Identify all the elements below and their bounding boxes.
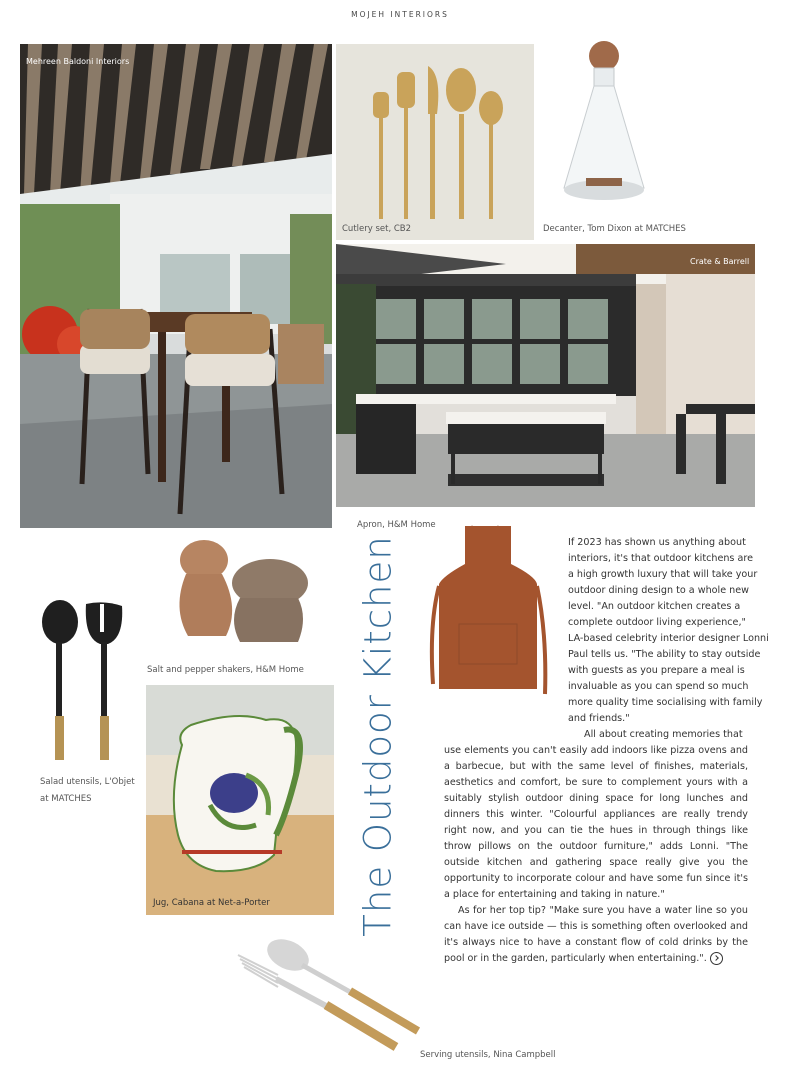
jug-photo [146, 685, 334, 915]
jug-image [146, 685, 334, 915]
decanter-image [556, 38, 656, 208]
paragraph-2-rest: use elements you can't easily add indoors like pizza ovens and a barbecue, but with the same level of finishes, materials, aesthetics and comfort, be sure to complement yours with a suitably stylish outdoor dining space for long lunches and dinners this winter. "Colourful appliances are really trendy right now, and you can tie the hues in through things like throw pillows on the outdoor furniture," adds Lonni. "The outside kitchen and gathering space really give you the opportunity to incorporate colour and have some fun since it's a place for entertaining and taking in nature." [444, 745, 748, 900]
dining-scene-image [20, 44, 332, 528]
kitchen-credit: Crate & Barrell [690, 257, 750, 266]
paragraph-2-first: All about creating memories that [584, 729, 743, 740]
cutlery-caption: Cutlery set, CB2 [342, 224, 412, 234]
masthead: MOJEH INTERIORS [351, 10, 449, 19]
intro-line: LA-based celebrity interior designer Lonni [568, 633, 769, 644]
jug-caption: Jug, Cabana at Net-a-Porter [153, 898, 270, 908]
intro-line: and friends." [568, 713, 630, 724]
apron-photo [425, 524, 551, 700]
intro-line: more quality time socialising with family [568, 697, 763, 708]
intro-line: complete outdoor living experience," [568, 617, 746, 628]
intro-line: a high growth luxury that will take your [568, 569, 758, 580]
intro-line: If 2023 has shown us anything about [568, 537, 746, 548]
salad-utensils-photo [38, 598, 134, 764]
salad-caption-line2: at MATCHES [40, 794, 92, 804]
cutlery-photo [336, 44, 534, 240]
intro-line: outdoor dining design to a whole new [568, 585, 749, 596]
next-arrow-icon[interactable] [710, 952, 723, 965]
shakers-photo [170, 538, 310, 650]
intro-line: Paul tells us. "The ability to stay outside [568, 649, 761, 660]
article-body [444, 727, 748, 967]
serving-utensils-photo [232, 935, 424, 1059]
outdoor-kitchen-image [336, 244, 755, 507]
decanter-caption: Decanter, Tom Dixon at MATCHES [543, 224, 686, 234]
salad-utensils-image [38, 598, 134, 764]
dining-credit: Mehreen Baldoni Interiors [26, 57, 130, 66]
article-title-vertical [346, 535, 410, 937]
serving-utensils-image [232, 935, 424, 1059]
outdoor-kitchen-photo [336, 244, 755, 507]
intro-line: level. "An outdoor kitchen creates a [568, 601, 741, 612]
shakers-caption: Salt and pepper shakers, H&M Home [147, 665, 304, 675]
article-title: The Outdoor Kitchen [356, 535, 400, 937]
paragraph-3: As for her top tip? "Make sure you have a water line so you can have ice outside — this is something often overlooked and it's always nice to have a constant flow of cold drinks by the pool or in the garden, particularly when entertaining.". [444, 905, 748, 964]
cutlery-set-image [336, 44, 534, 240]
dining-photo [20, 44, 332, 528]
apron-image [425, 524, 551, 700]
decanter-photo [556, 38, 656, 208]
intro-line: invaluable as you can spend so much [568, 681, 749, 692]
intro-line: interiors, it's that outdoor kitchens are [568, 553, 753, 564]
apron-caption: Apron, H&M Home [357, 520, 436, 530]
salt-pepper-image [170, 538, 310, 650]
serving-caption: Serving utensils, Nina Campbell [420, 1050, 556, 1060]
salad-caption-line1: Salad utensils, L'Objet [40, 777, 135, 787]
article-intro-column [568, 535, 769, 727]
intro-line: with guests as you prepare a meal is [568, 665, 745, 676]
